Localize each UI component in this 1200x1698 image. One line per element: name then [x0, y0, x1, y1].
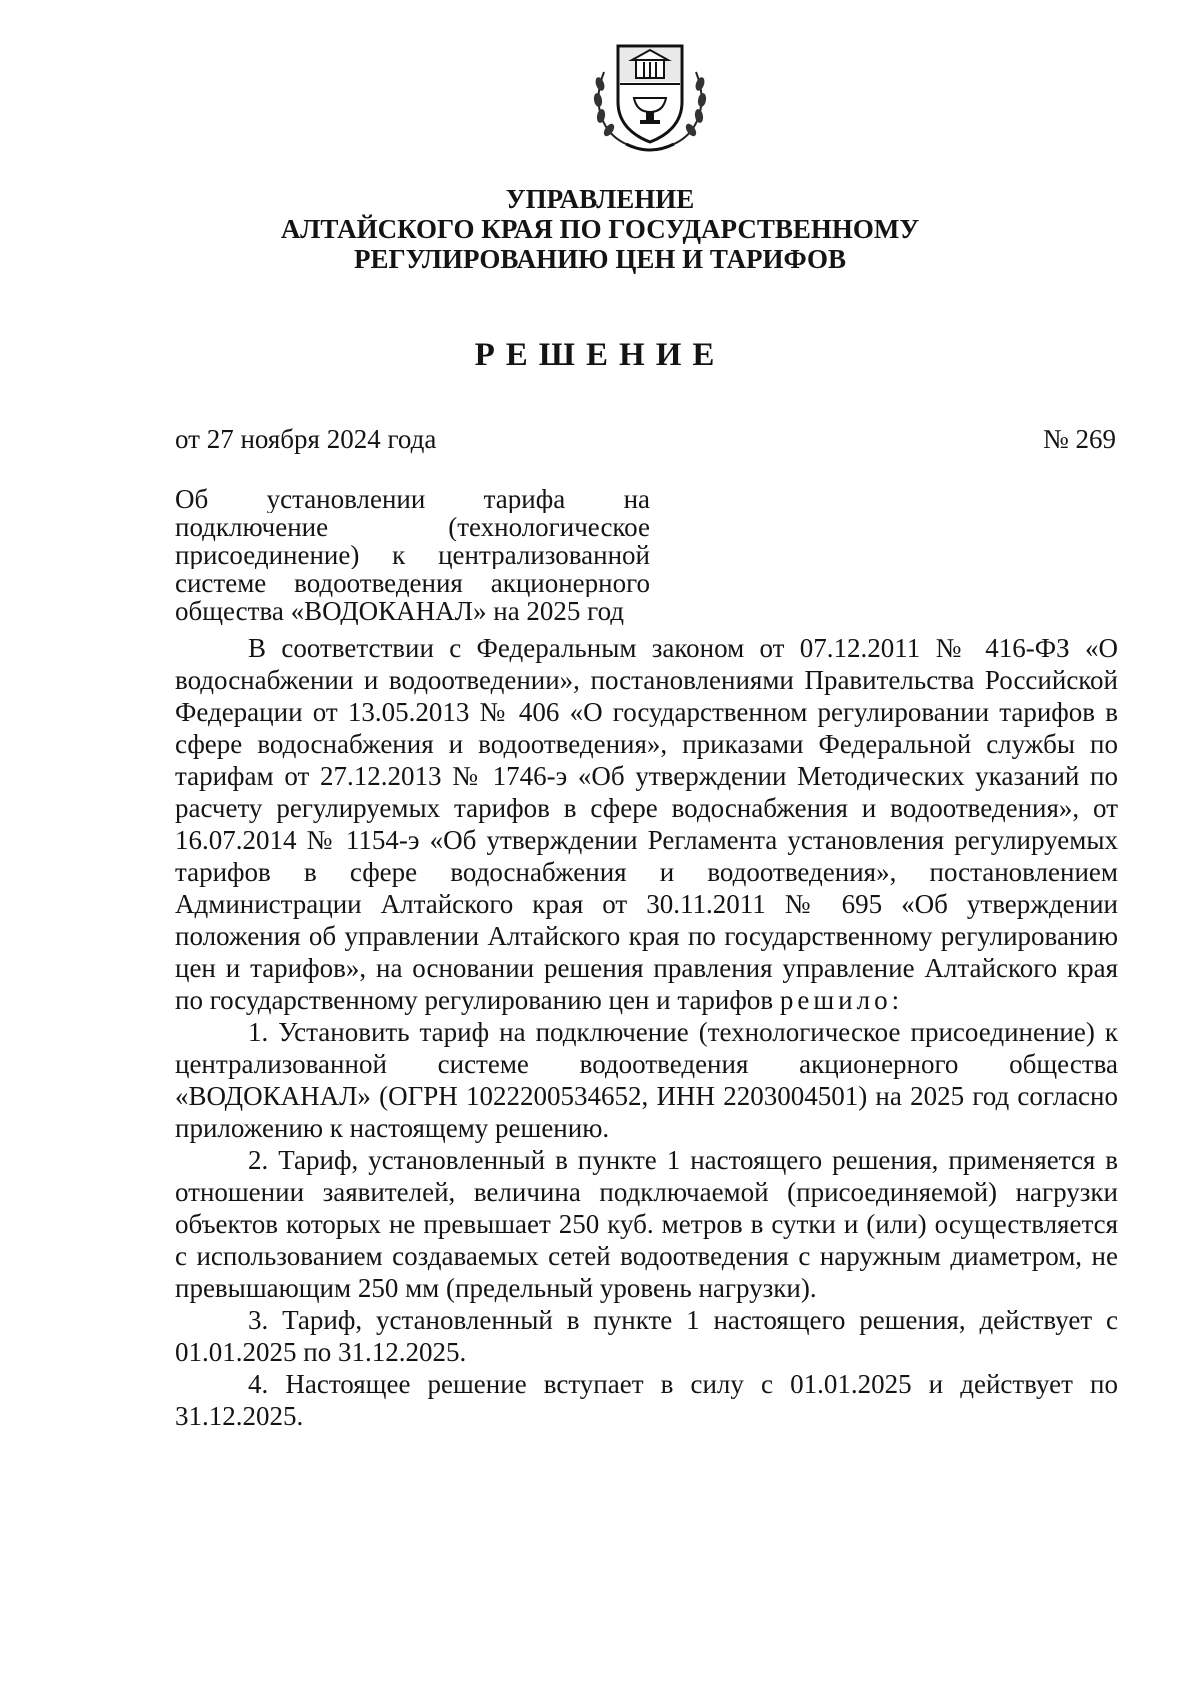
document-number: № 269 — [1042, 424, 1116, 454]
document-body — [175, 632, 1118, 1432]
subject-line: общества «ВОДОКАНАЛ» на 2025 год — [175, 597, 625, 625]
coat-of-arms-emblem — [586, 32, 714, 156]
decision-item: 4. Настоящее решение вступает в силу с 01.01.2025 и действует по 31.12.2025. — [175, 1369, 1118, 1431]
subject-line: присоединение) к централизованной — [175, 541, 650, 569]
organization-name — [0, 184, 1200, 274]
decided-word: решило — [779, 985, 892, 1015]
decision-item: 1. Установить тариф на подключение (технологическое присоединение) к централизованной системе водоотведения акционерного общества «ВОДОКАНАЛ» (ОГРН 1022200534652, ИНН 2203004501) на 2025 год согласно приложению к настоящему решению. — [175, 1017, 1118, 1143]
preamble-text: В соответствии с Федеральным законом от 07.12.2011 № 416-ФЗ «О водоснабжении и водоотведении», постановлениями Правительства Российской Федерации от 13.05.2013 № 406 «О государственном регулировании тарифов в сфере водоснабжения и водоотведения», приказами Федеральной службы по тарифам от 27.12.2013 № 1746-э «Об утверждении Методических указаний по расчету регулируемых тарифов в сфере водоснабжения и водоотведения», от 16.07.2014 № 1154-э «Об утверждении Регламента установления регулируемых тарифов в сфере водоснабжения и водоотведения», постановлением Администрации Алтайского края от 30.11.2011 № 695 «Об утверждении положения об управлении Алтайского края по государственному регулированию цен и тарифов», на основании решения правления управление Алтайского края по государственному регулированию цен и тарифов — [175, 633, 1118, 1015]
decision-item: 2. Тариф, установленный в пункте 1 настоящего решения, применяется в отношении заявителей, величина подключаемой (присоединяемой) нагрузки объектов которых не превышает 250 куб. метров в сутки и (или) осуществляется с использованием создаваемых сетей водоотведения с наружным диаметром, не превышающим 250 мм (предельный уровень нагрузки). — [175, 1145, 1118, 1303]
subject-line: Об установлении тарифа на — [175, 485, 650, 513]
org-line: УПРАВЛЕНИЕ — [505, 184, 695, 214]
org-line: АЛТАЙСКОГО КРАЯ ПО ГОСУДАРСТВЕННОМУ — [280, 214, 920, 244]
preamble-paragraph — [175, 632, 1118, 1016]
document-subject — [175, 485, 650, 625]
document-date: от 27 ноября 2024 года — [175, 424, 437, 454]
org-line: РЕГУЛИРОВАНИЮ ЦЕН И ТАРИФОВ — [353, 244, 847, 274]
decision-item: 3. Тариф, установленный в пункте 1 настоящего решения, действует с 01.01.2025 по 31.12.2025. — [175, 1305, 1118, 1367]
subject-line: системе водоотведения акционерного — [175, 569, 650, 597]
document-type-title: РЕШЕНИЕ — [474, 337, 726, 373]
decided-suffix: : — [891, 985, 900, 1015]
subject-line: подключение (технологическое — [175, 513, 650, 541]
